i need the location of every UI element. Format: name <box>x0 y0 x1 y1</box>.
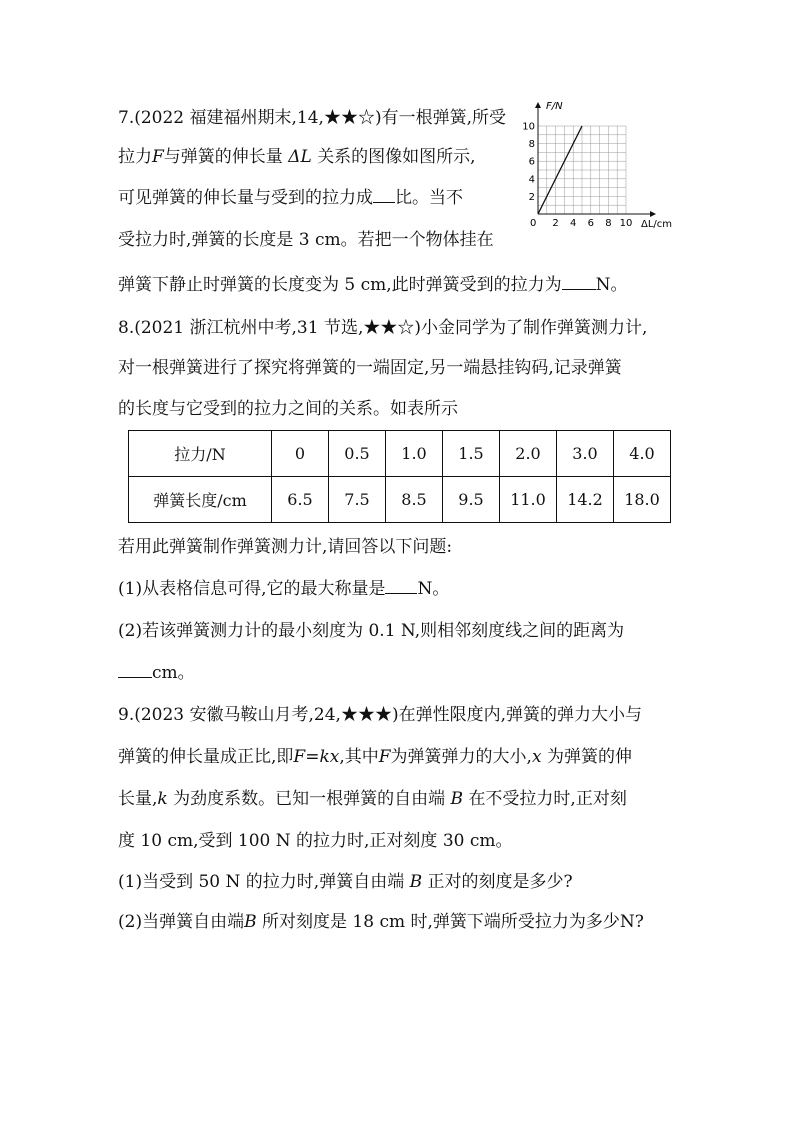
table-cell: 3.0 <box>557 431 614 477</box>
table-cell: 11.0 <box>500 477 557 523</box>
data-table <box>128 430 671 523</box>
q9-text: 为弹簧弹力的大小, <box>390 747 532 767</box>
graph-grid <box>538 126 626 214</box>
table-cell: 1.5 <box>443 431 500 477</box>
q7-var-dl: ΔL <box>288 147 312 167</box>
q7-var-f: F <box>152 147 164 167</box>
q8-answer-blank-1[interactable] <box>385 575 417 594</box>
table-cell: 18.0 <box>614 477 671 523</box>
y-tick-label: 10 <box>522 121 535 133</box>
q9-line-1: 9.(2023 安徽马鞍山月考,24,★★★)在弹性限度内,弹簧的弹力大小与 <box>118 705 642 725</box>
q9-text: 弹簧的伸长量成正比,即 <box>118 747 294 767</box>
q8-text: N。 <box>417 579 450 599</box>
q9-text: 在不受拉力时,正对刻 <box>468 789 627 809</box>
q9-line-3 <box>118 787 627 811</box>
q8-answer-blank-2[interactable] <box>118 659 152 678</box>
q9-line-4: 度 10 cm,受到 100 N 的拉力时,正对刻度 30 cm。 <box>118 831 513 851</box>
q7-answer-blank-1[interactable] <box>373 184 395 203</box>
q9-formula: F=kx <box>293 747 340 767</box>
table-cell: 0.5 <box>329 431 386 477</box>
y-tick-label: 8 <box>528 139 535 151</box>
force-extension-graph <box>520 100 680 230</box>
q8-sub-2-answer <box>118 659 195 685</box>
q7-text: 可见弹簧的伸长量与受到的拉力成 <box>118 188 373 208</box>
q8-after-table: 若用此弹簧制作弹簧测力计,请回答以下问题: <box>118 537 453 557</box>
q9-text: 为劲度系数。已知一根弹簧的自由端 <box>173 789 446 809</box>
table-cell: 8.5 <box>386 477 443 523</box>
q7-line-1: 7.(2022 福建福州期末,14,★★☆)有一根弹簧,所受 <box>118 108 506 128</box>
table-row <box>129 431 671 477</box>
q8-line-3: 的长度与它受到的拉力之间的关系。如表所示 <box>118 399 458 419</box>
q9-sub-1 <box>118 870 573 894</box>
q8-text: (1)从表格信息可得,它的最大称量是 <box>118 579 386 599</box>
y-tick-label: 2 <box>528 191 535 203</box>
q9-text: 所对刻度是 18 cm 时,弹簧下端所受拉力为多少N? <box>262 912 644 932</box>
q9-var: x <box>531 747 542 767</box>
x-axis-label: ΔL/cm <box>641 219 673 230</box>
q9-var: k <box>157 789 168 809</box>
q9-text: (2)当弹簧自由端 <box>118 912 245 932</box>
q9-var: B <box>244 912 257 932</box>
q9-text: 为弹簧的伸 <box>546 747 632 767</box>
q9-text: 长量, <box>118 789 158 809</box>
q8-line-2: 对一根弹簧进行了探究将弹簧的一端固定,另一端悬挂钩码,记录弹簧 <box>118 358 622 378</box>
q7-line-5 <box>118 271 628 297</box>
q7-text: 关系的图像如图所示, <box>317 147 476 167</box>
y-tick-label: 6 <box>528 156 535 168</box>
y-axis-label: F/N <box>546 101 563 112</box>
y-tick-labels <box>522 122 535 203</box>
x-tick-label: 4 <box>570 218 577 229</box>
q9-var: B <box>450 789 464 809</box>
q9-var: F <box>378 747 391 767</box>
q9-text: ,其中 <box>339 747 379 767</box>
table-cell: 14.2 <box>557 477 614 523</box>
q9-sub-2 <box>118 910 644 934</box>
q9-text: 正对的刻度是多少? <box>427 872 573 892</box>
q7-text: 弹簧下静止时弹簧的长度变为 5 cm,此时弹簧受到的拉力为 <box>118 275 562 295</box>
x-tick-labels <box>552 218 632 229</box>
q8-sub-1 <box>118 575 449 601</box>
table-header-force: 拉力/N <box>129 431 272 477</box>
q8-text: cm。 <box>152 663 195 683</box>
table-cell: 7.5 <box>329 477 386 523</box>
y-tick-label: 4 <box>528 174 535 186</box>
q7-line-4: 受拉力时,弹簧的长度是 3 cm。若把一个物体挂在 <box>118 230 494 250</box>
q9-text: (1)当受到 50 N 的拉力时,弹簧自由端 <box>118 872 405 892</box>
q9-var: B <box>409 872 423 892</box>
table-cell: 4.0 <box>614 431 671 477</box>
origin-label: 0 <box>530 218 537 229</box>
x-axis-arrow <box>650 211 656 217</box>
table-cell: 9.5 <box>443 477 500 523</box>
q9-line-2 <box>118 745 632 769</box>
table-cell: 2.0 <box>500 431 557 477</box>
q7-text: 比。当不 <box>395 188 463 208</box>
table-cell: 0 <box>272 431 329 477</box>
q7-text: 与弹簧的伸长量 <box>163 147 283 167</box>
q7-text: N。 <box>595 275 628 295</box>
q8-sub-2: (2)若该弹簧测力计的最小刻度为 0.1 N,则相邻刻度线之间的距离为 <box>118 621 625 641</box>
table-row <box>129 477 671 523</box>
q7-line-3 <box>118 184 463 210</box>
q7-text: 拉力 <box>118 147 152 167</box>
x-tick-label: 2 <box>552 218 559 229</box>
q7-answer-blank-2[interactable] <box>562 271 596 290</box>
table-cell: 1.0 <box>386 431 443 477</box>
q7-line-2 <box>118 145 476 169</box>
y-axis-arrow <box>535 102 541 108</box>
x-tick-label: 8 <box>605 218 612 229</box>
q8-line-1: 8.(2021 浙江杭州中考,31 节选,★★☆)小金同学为了制作弹簧测力计, <box>118 318 648 338</box>
x-tick-label: 10 <box>619 218 633 229</box>
x-tick-label: 6 <box>587 218 594 229</box>
table-cell: 6.5 <box>272 477 329 523</box>
table-header-length: 弹簧长度/cm <box>129 477 272 523</box>
